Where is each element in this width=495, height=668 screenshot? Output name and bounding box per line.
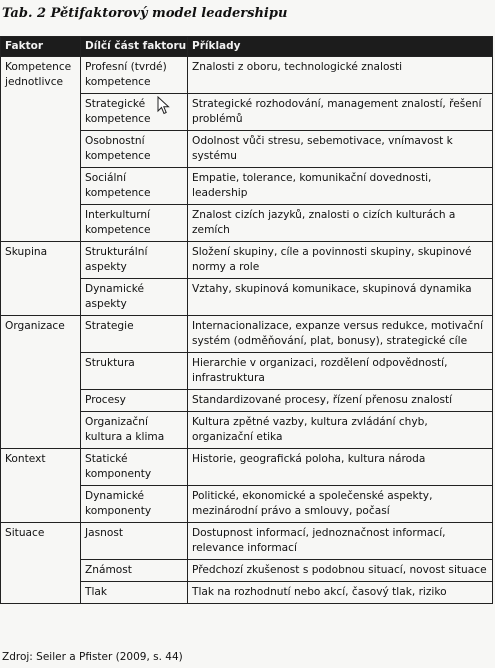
part-cell: Profesní (tvrdé) kompetence xyxy=(81,57,188,94)
part-cell: Tlak xyxy=(81,582,188,604)
examples-cell: Znalosti z oboru, technologické znalosti xyxy=(188,57,493,94)
table-row xyxy=(1,316,493,353)
part-cell: Sociální kompetence xyxy=(81,168,188,205)
examples-cell: Vztahy, skupinová komunikace, skupinová dynamika xyxy=(188,279,493,316)
table-row xyxy=(1,523,493,560)
part-cell: Organizační kultura a klima xyxy=(81,412,188,449)
part-cell: Struktura xyxy=(81,353,188,390)
examples-cell: Znalost cizích jazyků, znalosti o cizích kulturách a zemích xyxy=(188,205,493,242)
examples-cell: Internacionalizace, expanze versus redukce, motivační systém (odměňování, plat, bonusy), strategické cíle xyxy=(188,316,493,353)
examples-cell: Hierarchie v organizaci, rozdělení odpovědností, infrastruktura xyxy=(188,353,493,390)
header-row xyxy=(1,37,493,57)
header-factor: Faktor xyxy=(1,37,81,57)
part-cell: Strategické kompetence xyxy=(81,94,188,131)
factor-cell: Skupina xyxy=(1,242,81,316)
factor-cell: Organizace xyxy=(1,316,81,449)
part-cell: Strategie xyxy=(81,316,188,353)
header-part: Dílčí část faktoru xyxy=(81,37,188,57)
part-cell: Jasnost xyxy=(81,523,188,560)
table-row xyxy=(1,57,493,94)
part-cell: Statické komponenty xyxy=(81,449,188,486)
table-caption: Tab. 2 Pětifaktorový model leadershipu xyxy=(2,6,288,21)
part-cell: Dynamické aspekty xyxy=(81,279,188,316)
examples-cell: Kultura zpětné vazby, kultura zvládání chyb, organizační etika xyxy=(188,412,493,449)
table-body xyxy=(1,57,493,604)
examples-cell: Tlak na rozhodnutí nebo akcí, časový tlak, riziko xyxy=(188,582,493,604)
part-cell: Známost xyxy=(81,560,188,582)
examples-cell: Strategické rozhodování, management znalostí, řešení problémů xyxy=(188,94,493,131)
part-cell: Strukturální aspekty xyxy=(81,242,188,279)
part-cell: Osobnostní kompetence xyxy=(81,131,188,168)
table-row xyxy=(1,449,493,486)
table-row xyxy=(1,242,493,279)
examples-cell: Empatie, tolerance, komunikační dovednosti, leadership xyxy=(188,168,493,205)
examples-cell: Politické, ekonomické a společenské aspekty, mezinárodní právo a smlouvy, počasí xyxy=(188,486,493,523)
examples-cell: Odolnost vůči stresu, sebemotivace, vnímavost k systému xyxy=(188,131,493,168)
part-cell: Dynamické komponenty xyxy=(81,486,188,523)
header-examples: Příklady xyxy=(188,37,493,57)
examples-cell: Složení skupiny, cíle a povinnosti skupiny, skupinové normy a role xyxy=(188,242,493,279)
examples-cell: Standardizované procesy, řízení přenosu znalostí xyxy=(188,390,493,412)
source-note: Zdroj: Seiler a Pfister (2009, s. 44) xyxy=(2,651,183,663)
part-cell: Procesy xyxy=(81,390,188,412)
factor-cell: Kontext xyxy=(1,449,81,523)
table-header xyxy=(1,37,493,57)
examples-cell: Předchozí zkušenost s podobnou situací, novost situace xyxy=(188,560,493,582)
factor-cell: Kompetence jednotlivce xyxy=(1,57,81,242)
leadership-model-table xyxy=(0,36,493,604)
factor-cell: Situace xyxy=(1,523,81,604)
mouse-cursor-icon xyxy=(157,96,171,116)
examples-cell: Dostupnost informací, jednoznačnost informací, relevance informací xyxy=(188,523,493,560)
part-cell: Interkulturní kompetence xyxy=(81,205,188,242)
examples-cell: Historie, geografická poloha, kultura národa xyxy=(188,449,493,486)
